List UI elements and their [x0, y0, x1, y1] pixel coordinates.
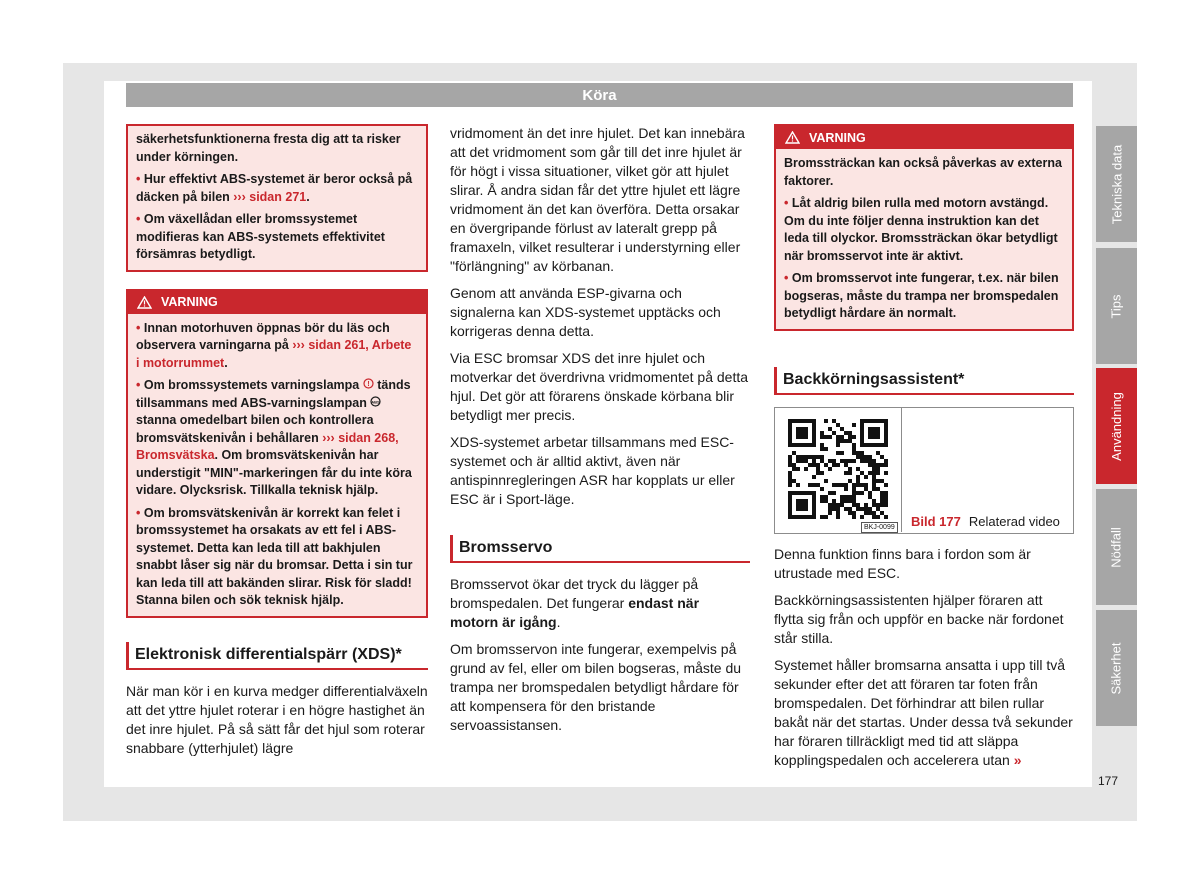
page-reference-link[interactable]: sidan 268, Bromsvätska [136, 430, 399, 462]
tab-label: Användning [1109, 391, 1125, 461]
figure-id: BKJ-0099 [861, 522, 898, 533]
page-header: Köra [126, 83, 1073, 107]
tab-label: Tips [1108, 293, 1124, 319]
body-paragraph: Bromsservot ökar det tryck du lägger på bromspedalen. Det fungerar endast när motorn är igång. [450, 576, 700, 630]
warning-header [128, 291, 426, 314]
svg-text:ABS: ABS [371, 399, 381, 404]
notice-box-continued [126, 124, 428, 272]
figure-caption [911, 514, 1060, 529]
page-reference-link[interactable]: sidan 261, Arbete i motorrummet [136, 338, 412, 370]
tab-anvandning[interactable] [1096, 368, 1137, 484]
body-paragraph: Denna funktion finns bara i fordon som är utrustade med ESC. [774, 545, 1031, 581]
section-title-xds: Elektronisk differentialspärr (XDS)* [126, 642, 428, 670]
body-paragraph: När man kör i en kurva medger differentialväxeln att det yttre hjulet roterar i en högre hastighet än det inre hjulet. På så sätt får det hjul som roterar snabbare (ytterhjulet) lägre [126, 682, 428, 756]
brake-warning-lamp-icon [363, 378, 374, 389]
body-paragraph: XDS-systemet arbetar tillsammans med ESC-systemet och är alltid aktivt, även när antispinnregleringen ASR har kopplats ur eller ESC är i Sport-läge. [450, 434, 735, 507]
body-paragraph: Genom att använda ESP-givarna och signalerna kan XDS-systemet upptäcks och korrigeras denna detta. [450, 285, 721, 339]
qr-code-image [775, 408, 901, 532]
warning-label: VARNING [809, 130, 866, 145]
svg-text:!: ! [367, 381, 370, 388]
body-paragraph: Om bromsservon inte fungerar, exempelvis på grund av fel, eller om bilen bogseras, måste du trampa ner bromspedalen betydligt hårdare för att kompensera för den bristande servoassistansen. [450, 641, 742, 733]
warning-bullet: • Innan motorhuven öppnas bör du läs och observera varningarna på ››› sidan 261, Arbete i motorrummet. [136, 320, 412, 370]
page-reference-link[interactable]: sidan 271 [249, 189, 307, 204]
reference-arrows-icon: ››› [292, 338, 305, 352]
warning-box [774, 124, 1074, 331]
warning-bullet: • Om bromssystemets varningslampa ! tänds tillsammans med ABS-varningslampan ABS stanna omedelbart bilen och kontrollera bromsvätskenivån i behållaren ››› sidan 268, Bromsvätska. Om bromsvätskenivån har understigit "MIN"-markeringen får du inte köra vidare. Olycksrisk. Tillkalla teknisk hjälp. [136, 378, 412, 497]
figure-number: Bild 177 [911, 513, 961, 529]
body-paragraph: Via ESC bromsar XDS det inre hjulet och motverkar det överdrivna vridmomentet på detta hjul. Det gör att förarens önskade körbana blir betydligt mer precis. [450, 350, 749, 423]
warning-label: VARNING [161, 295, 218, 309]
page-number: 177 [1098, 774, 1119, 788]
warning-bullet: • Om bromsvätskenivån är korrekt kan felet i bromssystemet ha orsakats av ett fel i ABS-systemet. Detta kan leda till att bakhjulen snabbt låser sig när du bromsar. Detta i sin tur kan leda till att bakänden slirar. Risk för sladd! Stanna bilen och sök teknisk hjälp. [136, 505, 413, 607]
warning-box [126, 289, 428, 618]
qr-code[interactable] [775, 408, 902, 532]
body-paragraph: vridmoment än det inre hjulet. Det kan innebära att det vridmoment som går till det inre hjulet är för högt i vissa situationer, vilket gör att hjulet slirar. Å andra sidan får det yttre hjulet ett lägre vridmoment än det kan överföra. Detta orsakar en övergripande förlust av lateralt grepp på framaxeln, vilket resulterar i understyrning eller "förlängning" av körbanan. [450, 125, 745, 274]
reference-arrows-icon: ››› [233, 189, 246, 204]
body-paragraph: Backkörningsassistenten hjälper föraren att flytta sig från och uppför en backe när fordonet står stilla. [774, 591, 1064, 646]
warning-header [776, 126, 1072, 149]
section-title-backkorning: Backkörningsassistent* [774, 367, 1074, 395]
warning-triangle-icon [137, 296, 152, 309]
column-middle [450, 124, 750, 743]
continue-chevron-icon: » [1013, 751, 1022, 768]
notice-text: säkerhetsfunktionerna fresta dig att ta risker under körningen. [136, 132, 401, 164]
tab-label: Säkerhet [1109, 641, 1125, 695]
warning-triangle-icon [785, 131, 800, 144]
tab-tekniska-data[interactable] [1096, 126, 1137, 242]
body-paragraph: Systemet håller bromsarna ansatta i upp till två sekunder efter det att föraren tar foten från bromspedalen. Det förhindrar att bilen rullar bakåt när det startas. Under dessa två sekunder har föraren tillräckligt med tid att släppa kopplingspedalen och accelerera utan » [774, 656, 1073, 768]
figure-177 [774, 407, 1074, 534]
warning-bullet: • Om bromsservot inte fungerar, t.ex. när bilen bogseras, måste du trampa ner bromspedalen betydligt hårdare än normalt. [784, 271, 1059, 320]
abs-lamp-icon [370, 396, 381, 407]
column-left [126, 124, 428, 766]
notice-bullet: • Hur effektivt ABS-systemet är beror också på däcken på bilen ››› sidan 271. [136, 172, 413, 204]
tab-label: Nödfall [1109, 526, 1124, 568]
figure-caption-text: Relaterad video [968, 513, 1060, 529]
column-right [774, 124, 1074, 778]
tab-sakerhet[interactable] [1096, 610, 1137, 726]
notice-bullet: • Om växellådan eller bromssystemet modifieras kan ABS-systemets effektivitet försämras betydligt. [136, 212, 385, 261]
tab-tips[interactable] [1096, 248, 1137, 364]
warning-bullet: • Låt aldrig bilen rulla med motorn avstängd. Om du inte följer denna instruktion kan det leda till olyckor. Bromssträckan ökar betydligt när bromsservot inte är aktivt. [784, 196, 1058, 263]
warning-text: Bromssträckan kan också påverkas av externa faktorer. [784, 156, 1062, 188]
tab-label: Tekniska data [1109, 144, 1124, 224]
section-title-bromsservo: Bromsservo [450, 535, 750, 563]
reference-arrows-icon: ››› [322, 430, 335, 445]
tab-nodfall[interactable] [1096, 489, 1137, 605]
